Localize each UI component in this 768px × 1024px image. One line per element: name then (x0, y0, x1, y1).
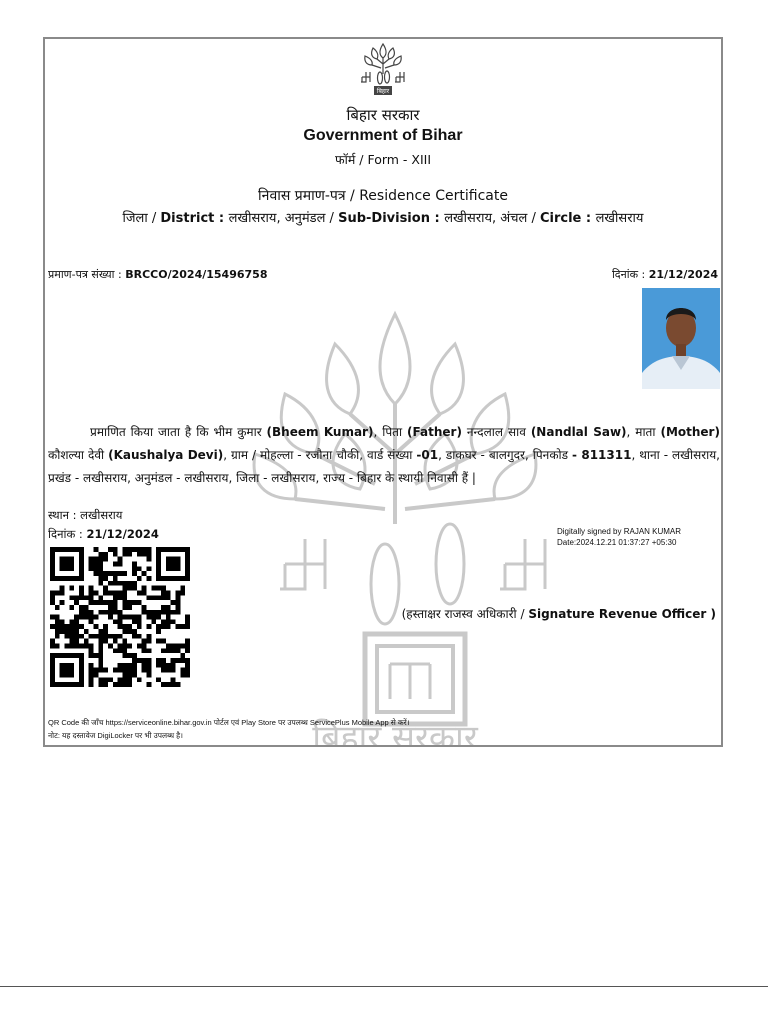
applicant-photo (642, 288, 720, 389)
body-text-9: कौशल्या देवी (48, 448, 109, 462)
digital-signature-date: Date:2024.12.21 01:37:27 +05:30 (557, 538, 677, 547)
circle-value: लखीसराय (595, 211, 644, 226)
pincode: - 811311 (572, 448, 632, 462)
issue-date-value: 21/12/2024 (86, 527, 159, 541)
location-line (45, 208, 721, 226)
bihar-emblem-watermark (225, 294, 565, 758)
body-text-13: , डाकघर - बालगुदर, पिनकोड (438, 448, 573, 462)
bihar-emblem-icon (356, 41, 410, 99)
certificate-date-label: दिनांक : (611, 268, 649, 281)
qr-verification-note: QR Code की जाँच https://serviceonline.bihar.gov.in पोर्टल एवं Play Store पर उपलब्ध ServicePlus Mobile App से करें। (48, 718, 410, 727)
subdivision-value: लखीसराय, अंचल / (444, 211, 540, 226)
certificate-number-value: BRCCO/2024/15496758 (125, 268, 268, 281)
signature-caption (402, 605, 716, 622)
body-text-11: , ग्राम / मोहल्ला - रजौना चौकी, वार्ड संख्या (223, 448, 417, 462)
father-name: (Nandlal Saw) (530, 425, 627, 439)
body-text-15: , थाना - लखीसराय, प्रखंड - लखीसराय, अनुमंडल - लखीसराय, जिला - लखीसराय, राज्य - बिहार के स्थायी निवासी हैं | (48, 448, 720, 485)
certificate-date (612, 267, 718, 282)
hindi-govt-title: बिहार सरकार (346, 106, 420, 124)
watermark-text: बिहार सरकार (312, 718, 478, 758)
district-label-hindi: जिला / (122, 211, 161, 226)
mother-name: (Kaushalya Devi) (108, 448, 224, 462)
signature-caption-hindi: (हस्ताक्षर राजस्व अधिकारी / (401, 607, 529, 621)
certificate-body (48, 421, 720, 490)
body-text-3: , पिता (373, 425, 408, 439)
body-text-5: नन्दलाल साव (461, 425, 531, 439)
certificate-frame (43, 37, 723, 758)
district-value: लखीसराय, अनुमंडल / (228, 211, 339, 226)
issue-date (48, 527, 159, 542)
mother-label: (Mother) (660, 425, 720, 439)
certificate-date-value: 21/12/2024 (648, 268, 718, 281)
digital-signature (557, 526, 681, 548)
qr-code[interactable] (50, 547, 190, 687)
ward-number: -01 (416, 448, 439, 462)
place-label: स्थान : (48, 508, 81, 522)
issue-date-label: दिनांक : (48, 527, 87, 541)
father-label: (Father) (407, 425, 462, 439)
form-number: फॉर्म / Form - XIII (334, 152, 432, 167)
circle-label: Circle : (539, 211, 596, 226)
emblem-label: बिहार (376, 88, 390, 95)
certificate-number (48, 267, 267, 282)
body-text-7: , माता (626, 425, 661, 439)
district-label: District : (160, 211, 229, 226)
applicant-name: (Bheem Kumar) (266, 425, 374, 439)
place (48, 508, 122, 523)
subdivision-label: Sub-Division : (338, 211, 445, 226)
signature-caption-english: Signature Revenue Officer ) (528, 607, 716, 621)
english-govt-title: Government of Bihar (303, 127, 463, 144)
place-value: लखीसराय (80, 508, 123, 522)
certificate-title: निवास प्रमाण-पत्र / Residence Certificate (258, 188, 508, 204)
digilocker-note: नोट: यह दस्तावेज DigiLocker पर भी उपलब्ध है। (48, 731, 183, 740)
page-divider (0, 986, 768, 987)
certificate-number-label: प्रमाण-पत्र संख्या : (48, 268, 126, 281)
body-text-1: प्रमाणित किया जाता है कि भीम कुमार (90, 425, 267, 439)
digital-signature-name: Digitally signed by RAJAN KUMAR (557, 527, 682, 536)
